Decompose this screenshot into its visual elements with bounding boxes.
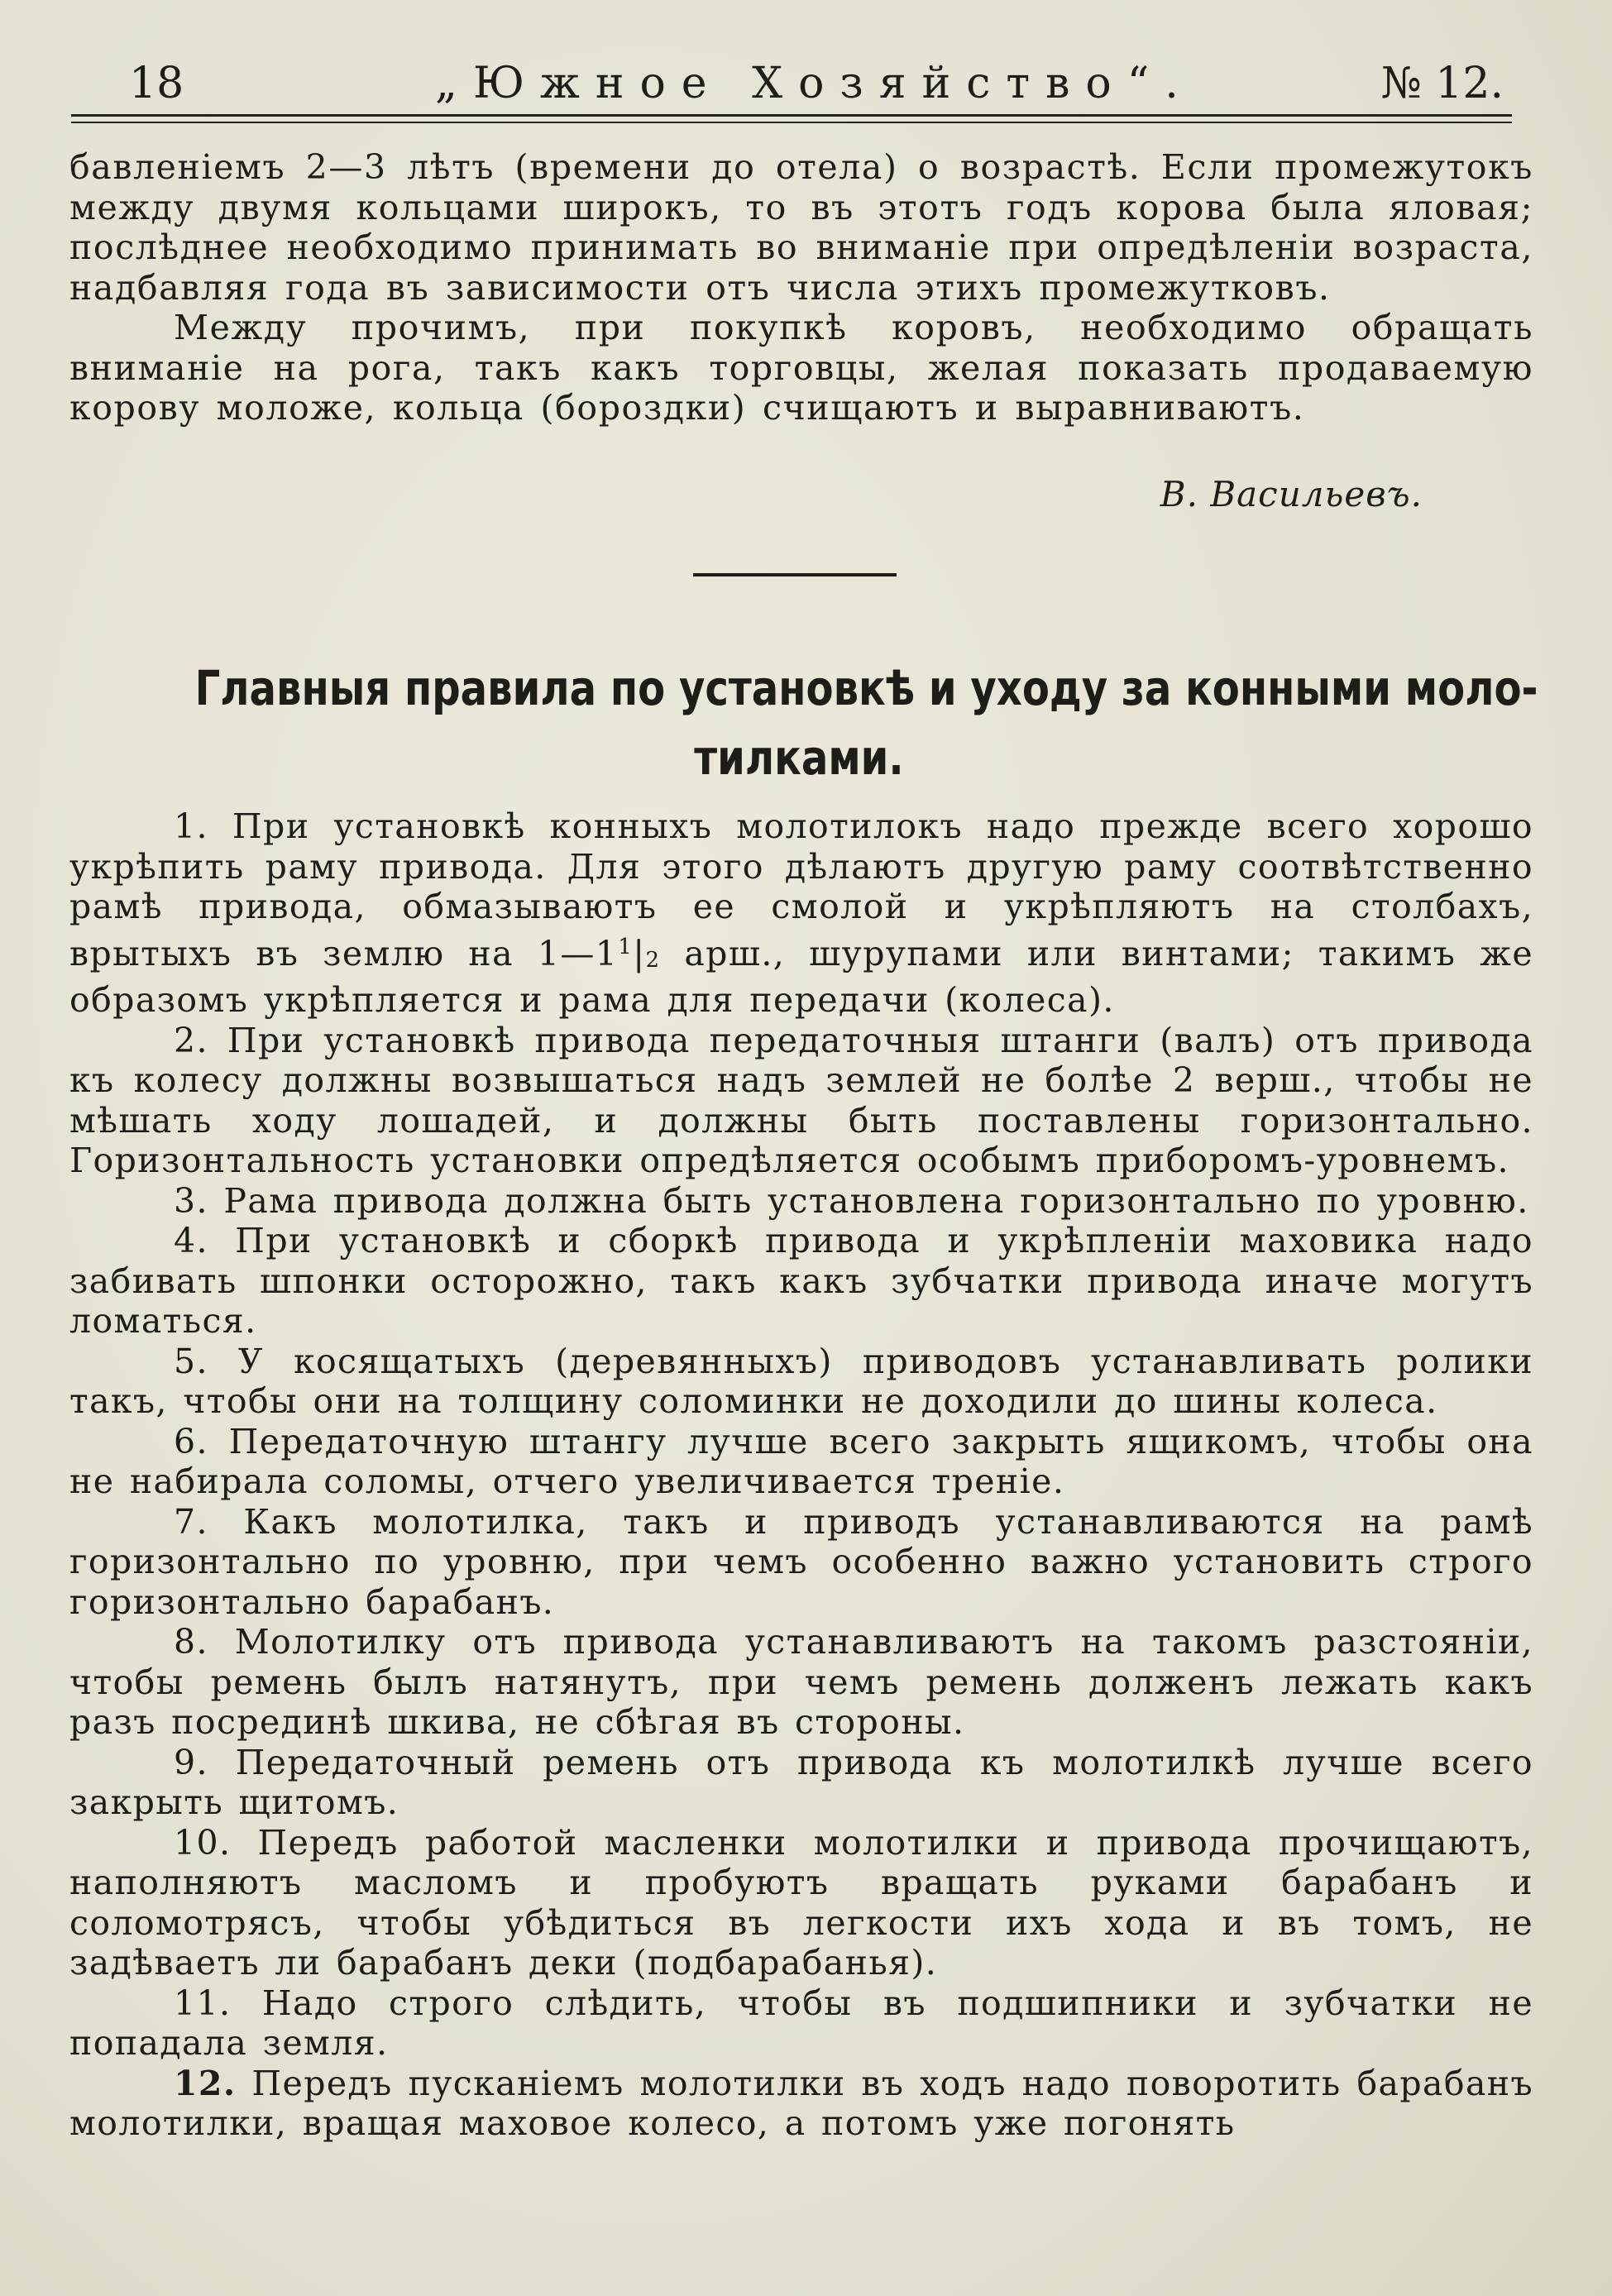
rule-number: 7. [174, 1501, 208, 1542]
rule-item: 1. При установкѣ конныхъ молотилокъ надо прежде всего хорошо укрѣпить раму привода. Для этого дѣлаютъ другую раму соотвѣтственно рамѣ привода, обмазываютъ ее смолой и укрѣпляютъ на столбахъ, врытыхъ въ землю на $1—1^1|_2$ арш., шурупами или винтами; такимъ же образомъ укрѣпляется и рама для передачи (колеса). [69, 806, 1534, 1020]
rule-text: Передъ работой масленки молотилки и привода прочищаютъ, наполняютъ масломъ и пробуютъ вращать руками барабанъ и соломотрясъ, чтобы убѣдиться въ легкости ихъ хода и въ томъ, не задѣваетъ ли барабанъ деки (подбарабанья). [69, 1822, 1533, 1983]
rule-number: 4. [174, 1221, 208, 1260]
rule-item [69, 1983, 1533, 2064]
rule-item [69, 1021, 1533, 1181]
intro-text [69, 147, 1533, 428]
rule-item [69, 1422, 1533, 1502]
rule-item [69, 2064, 1533, 2144]
rule-number: 3. [174, 1180, 208, 1221]
rule-number: 10. [174, 1822, 232, 1863]
intro-paragraph: бавленіемъ 2—3 лѣтъ (времени до отела) о возрастѣ. Если промежутокъ между двумя кольцами широкъ, то въ этотъ годъ корова была яловая; послѣднее необходимо принимать во вниманіе при опредѣленіи возраста, надбавляя года въ зависимости отъ числа этихъ промежутковъ. [69, 147, 1533, 308]
section-separator [693, 573, 897, 576]
header-rule-secondary [71, 122, 1512, 123]
rule-item [69, 1181, 1533, 1222]
author-signature: В. Васильевъ. [1160, 474, 1423, 514]
rule-number: 5. [174, 1341, 208, 1381]
issue-number: № 12. [1380, 59, 1504, 108]
header-rule [71, 114, 1512, 117]
rule-text: При установкѣ конныхъ молотилокъ надо прежде всего хорошо укрѣпить раму привода. Для этого дѣлаютъ другую раму соотвѣтственно рамѣ привода, обмазываютъ ее смолой и укрѣпляютъ на столбахъ, врытыхъ въ землю на 1—1 [69, 806, 1534, 973]
rule-number: 11. [174, 1983, 232, 2023]
fraction-numerator: 1 [618, 934, 634, 959]
rule-number: 2. [174, 1020, 208, 1060]
rule-item [69, 1622, 1533, 1743]
rule-item [69, 1342, 1533, 1422]
rule-text: При установкѣ и сборкѣ привода и укрѣпленіи маховика надо забивать шпонки осторожно, такъ какъ зубчатки привода иначе могутъ ломаться. [69, 1221, 1534, 1341]
fraction-denominator: 2 [645, 947, 661, 973]
rule-number: 8. [174, 1622, 208, 1662]
rule-text: Какъ молотилка, такъ и приводъ устанавливаются на рамѣ горизонтально по уровню, при чемъ особенно важно установить строго горизонтально барабанъ. [69, 1501, 1534, 1622]
rule-number: 12. [174, 2063, 237, 2103]
article-title-line: тилками. [694, 729, 904, 786]
article-title-line: Главныя правила по установкѣ и уходу за конными моло- [194, 660, 1538, 716]
rule-number: 1. [174, 806, 208, 846]
rule-item [69, 1221, 1533, 1342]
journal-title: „Южное Хозяйство“. [435, 59, 1194, 108]
page-number: 18 [129, 59, 184, 108]
rule-text: Молотилку отъ привода устанавливаютъ на такомъ разстояніи, чтобы ремень былъ натянутъ, при чемъ ремень долженъ лежать какъ разъ посрединѣ шкива, не сбѣгая въ стороны. [69, 1622, 1533, 1742]
intro-paragraph: Между прочимъ, при покупкѣ коровъ, необходимо обращать вниманіе на рога, такъ какъ торговцы, желая показать продаваемую корову моложе, кольца (бороздки) счищаютъ и выравниваютъ. [69, 308, 1533, 428]
rule-text: Рама привода должна быть установлена горизонтально по уровню. [223, 1180, 1529, 1221]
rule-item [69, 1743, 1533, 1823]
article-title [194, 653, 1538, 792]
rule-text: Передаточную штангу лучше всего закрыть ящикомъ, чтобы она не набирала соломы, отчего увеличивается треніе. [69, 1421, 1533, 1501]
rule-text: арш., шурупами или винтами; такимъ же образомъ укрѣпляется и рама для передачи (колеса). [69, 933, 1533, 1020]
rule-text: У косящатыхъ (деревянныхъ) приводовъ устанавливать ролики такъ, чтобы они на толщину соломинки не доходили до шины колеса. [69, 1341, 1533, 1421]
rule-text: Передъ пусканіемъ молотилки въ ходъ надо поворотить барабанъ молотилки, вращая маховое колесо, а потомъ уже погонять [69, 2063, 1533, 2143]
rule-item [69, 1502, 1533, 1623]
rule-item [69, 1823, 1533, 1983]
rule-text: Надо строго слѣдить, чтобы въ подшипники и зубчатки не попадала земля. [69, 1983, 1533, 2063]
rule-text: При установкѣ привода передаточныя штанги (валъ) отъ привода къ колесу должны возвышаться надъ землей не болѣе 2 верш., чтобы не мѣшать ходу лошадей, и должны быть поставлены горизонтально. Горизонтальность установки опредѣляется особымъ приборомъ-уровнемъ. [69, 1020, 1533, 1180]
rule-number: 6. [174, 1421, 208, 1461]
rule-number: 9. [174, 1742, 208, 1782]
rules-list [69, 806, 1533, 2144]
rule-text: Передаточный ремень отъ привода къ молотилкѣ лучше всего закрыть щитомъ. [69, 1742, 1533, 1822]
running-header [71, 55, 1512, 112]
